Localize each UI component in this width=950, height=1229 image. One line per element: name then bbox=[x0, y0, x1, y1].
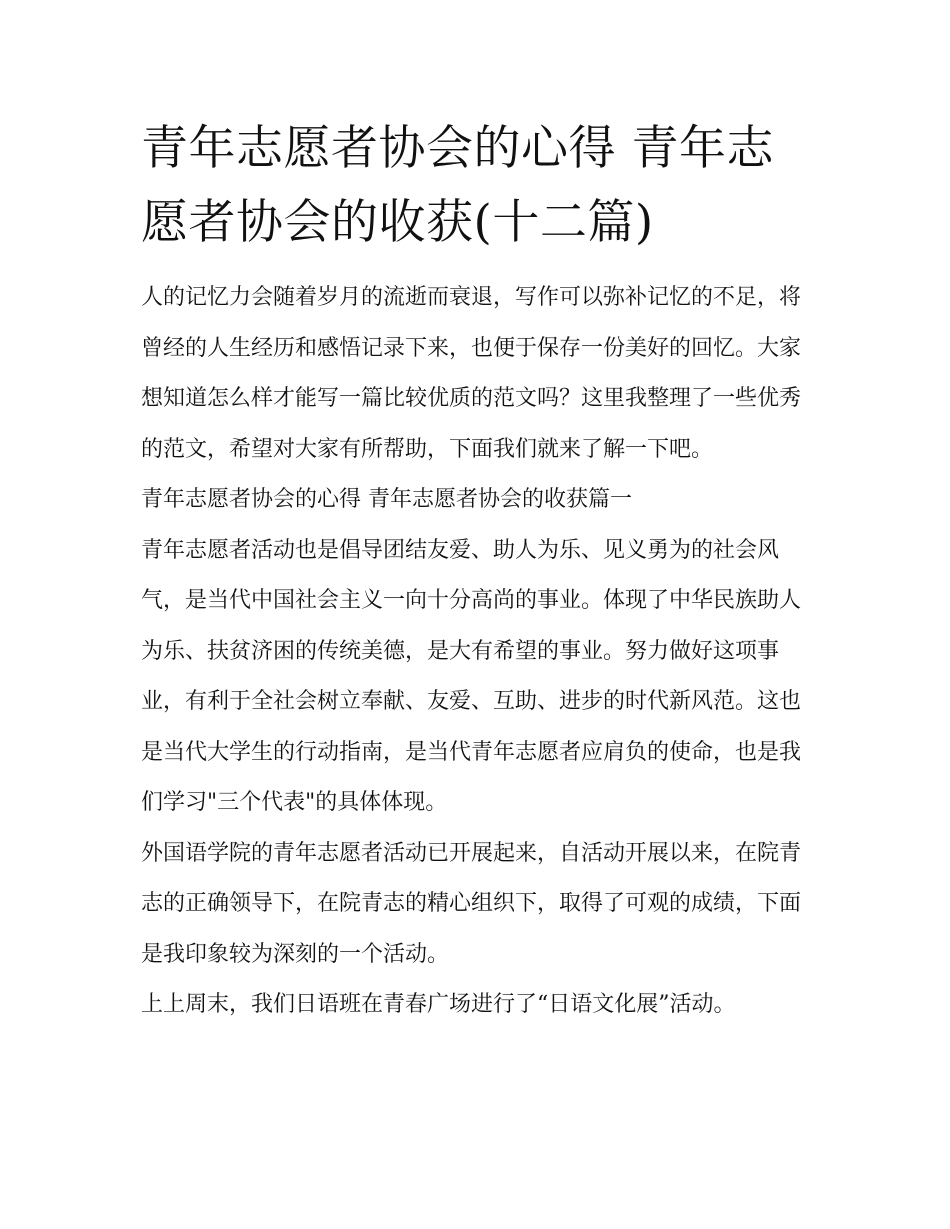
body-paragraph: 外国语学院的青年志愿者活动已开展起来，自活动开展以来，在院青志的正确领导下，在院青志的精心组织下，取得了可观的成绩，下面是我印象较为深刻的一个活动。 bbox=[141, 840, 802, 967]
intro-paragraph: 人的记忆力会随着岁月的流逝而衰退，写作可以弥补记忆的不足，将曾经的人生经历和感悟记录下来，也便于保存一份美好的回忆。大家想知道怎么样才能写一篇比较优质的范文吗？这里我整理了一些优秀的范文，希望对大家有所帮助，下面我们就来了解一下吧。 bbox=[141, 285, 802, 462]
body-paragraph: 上上周末，我们日语班在青春广场进行了“日语文化展”活动。 bbox=[141, 992, 736, 1017]
document-title: 青年志愿者协会的心得 青年志愿者协会的收获(十二篇) bbox=[141, 121, 774, 250]
document-page bbox=[141, 112, 813, 1031]
body-paragraph: 青年志愿者活动也是倡导团结友爱、助人为乐、见义勇为的社会风气，是当代中国社会主义一向十分高尚的事业。体现了中华民族助人为乐、扶贫济困的传统美德，是大有希望的事业。努力做好这项事业，有利于全社会树立奉献、友爱、互助、进步的时代新风范。这也是当代大学生的行动指南，是当代青年志愿者应肩负的使命，也是我们学习"三个代表"的具体体现。 bbox=[141, 537, 802, 815]
section-heading: 青年志愿者协会的心得 青年志愿者协会的收获篇一 bbox=[141, 487, 632, 512]
